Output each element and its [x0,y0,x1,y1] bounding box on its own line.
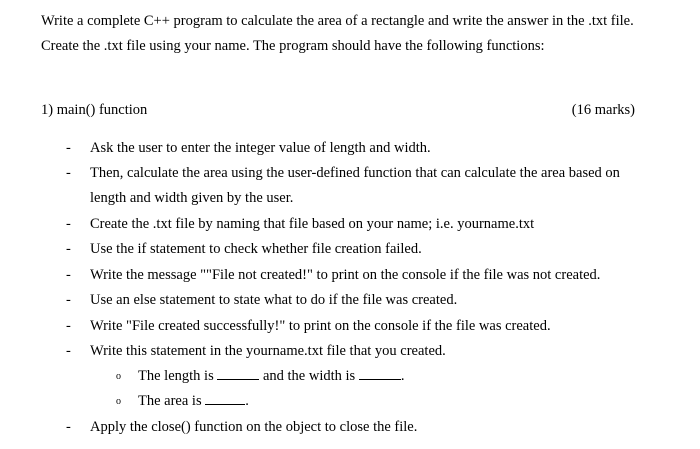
intro-paragraph [41,9,681,59]
section-title: 1) main() function [41,102,148,118]
bullet-calculate-area: Then, calculate the area using the user-defined function that can calculate the area based on [90,165,620,181]
bullet-dash: - [66,419,71,435]
sub-bullet-circle: o [116,371,121,382]
width-middle: and the width is [262,368,356,384]
bullet-calculate-area-cont: length and width given by the user. [90,190,294,206]
length-prefix: The length is [138,368,214,384]
bullet-dash: - [66,267,71,283]
sub-item-area [138,389,249,414]
bullet-ask-input: Ask the user to enter the integer value of length and width. [90,140,431,156]
bullet-create-file: Create the .txt file by naming that file based on your name; i.e. yourname.txt [90,216,535,232]
intro-line-1: Write a complete C++ program to calculate the area of a rectangle and write the answer in the .txt file. [41,13,634,29]
bullet-if-statement: Use the if statement to check whether file creation failed. [90,241,422,257]
bullet-not-created-message: Write the message ""File not created!" to print on the console if the file was not created. [90,267,601,283]
bullet-dash: - [66,241,71,257]
area-prefix: The area is [138,393,202,409]
length-blank [217,367,259,380]
section-heading [41,98,635,123]
bullet-close-file: Apply the close() function on the object to close the file. [90,419,418,435]
period: . [245,393,249,409]
bullet-dash: - [66,140,71,156]
sub-item-length-width [138,364,404,389]
bullet-write-statement: Write this statement in the yourname.txt file that you created. [90,343,446,359]
sub-bullet-circle: o [116,396,121,407]
bullet-dash: - [66,318,71,334]
bullet-dash: - [66,216,71,232]
bullet-created-message: Write "File created successfully!" to print on the console if the file was created. [90,318,551,334]
area-blank [205,392,245,405]
period: . [400,368,405,384]
bullet-dash: - [66,292,71,308]
section-marks: (16 marks) [571,102,635,118]
bullet-dash: - [66,343,71,359]
bullet-dash: - [66,165,71,181]
width-blank [359,367,401,380]
intro-line-2: Create the .txt file using your name. The program should have the following functions: [41,38,545,54]
bullet-else-statement: Use an else statement to state what to do if the file was created. [90,292,458,308]
